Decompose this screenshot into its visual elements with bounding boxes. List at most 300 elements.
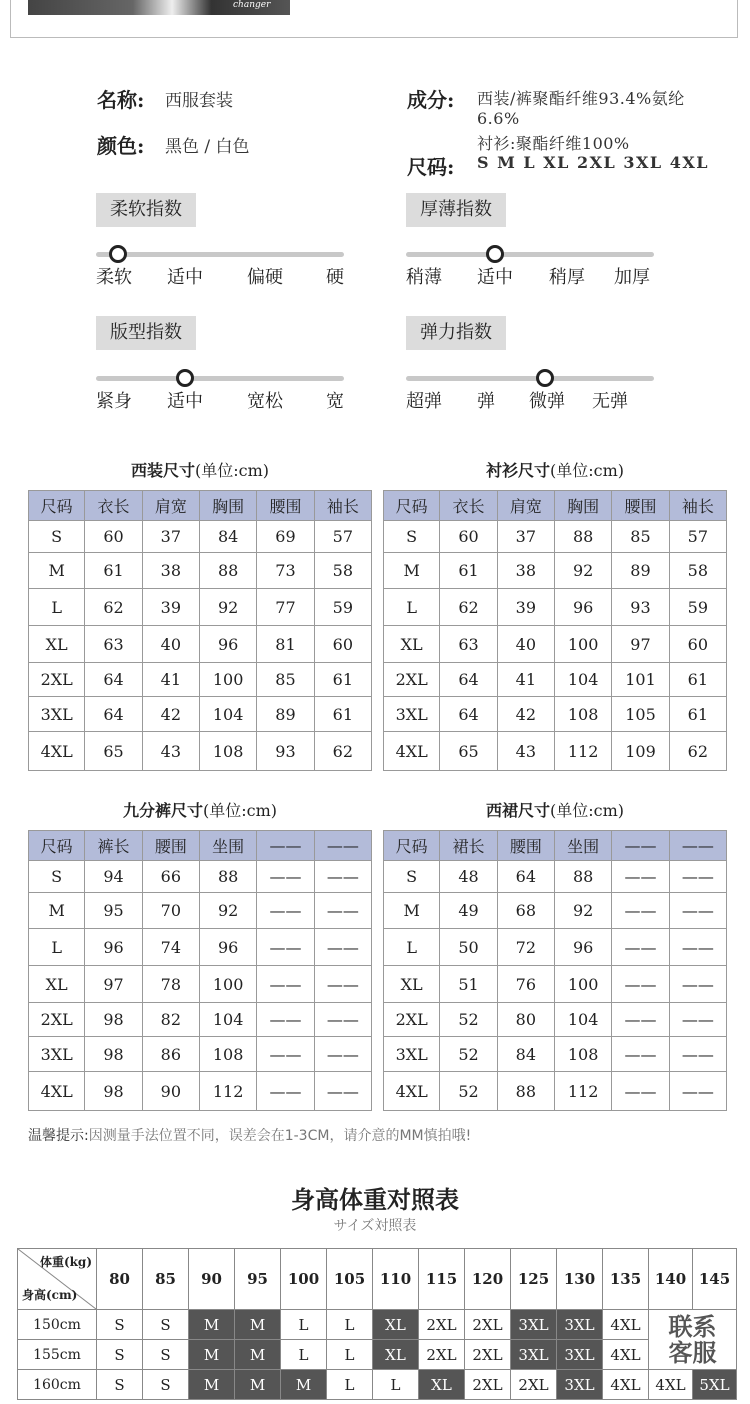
elasticity-index-title: 弹力指数 [406, 316, 506, 350]
table-cell: 97 [85, 966, 142, 1003]
table-cell: 104 [554, 1003, 611, 1037]
table-cell: 95 [85, 893, 142, 929]
table-cell: 101 [612, 663, 669, 697]
table-cell: 92 [199, 589, 256, 626]
table-cell: 108 [199, 1037, 256, 1072]
hw-row [18, 1310, 737, 1340]
hw-size-cell: L [327, 1370, 373, 1400]
hw-size-cell: XL [373, 1340, 419, 1370]
contact-service-cell [649, 1310, 737, 1370]
hw-size-cell: 3XL [511, 1340, 557, 1370]
height-weight-subtitle: サイズ対照表 [333, 1218, 417, 1234]
softness-index-title: 柔软指数 [96, 193, 196, 227]
table-row [29, 663, 372, 697]
tip-text: 因测量手法位置不同，误差会在1-3CM，请介意的MM慎拍哦! [88, 1128, 472, 1144]
table-cell: 64 [85, 663, 142, 697]
table-cell: 78 [142, 966, 199, 1003]
hw-size-cell: 3XL [557, 1340, 603, 1370]
table-cell: 108 [199, 732, 256, 771]
table-cell: 96 [199, 626, 256, 663]
skirt-size-table [383, 830, 727, 1111]
shirt-table-title: 衬衫尺寸(单位:cm) [485, 461, 625, 480]
elasticity-index-marker [536, 369, 554, 387]
table-cell: 64 [497, 861, 554, 893]
trousers-size-table [28, 830, 372, 1111]
table-header-cell: —— [257, 831, 314, 861]
table-row [29, 861, 372, 893]
table-cell: 86 [142, 1037, 199, 1072]
table-cell: 61 [669, 663, 726, 697]
hw-size-cell: S [97, 1340, 143, 1370]
table-cell: 57 [314, 521, 371, 553]
table-cell: 49 [440, 893, 497, 929]
hw-weight-cell: 130 [557, 1249, 603, 1310]
table-header-cell: 腰围 [612, 491, 669, 521]
table-header-row [384, 491, 727, 521]
table-header-row [29, 491, 372, 521]
hw-size-cell: S [97, 1370, 143, 1400]
table-cell: XL [29, 966, 85, 1003]
table-cell: 104 [554, 663, 611, 697]
table-cell: —— [612, 1072, 669, 1111]
table-cell: 68 [497, 893, 554, 929]
hw-size-cell: 2XL [465, 1370, 511, 1400]
hw-size-cell: 2XL [419, 1340, 465, 1370]
table-cell: 85 [612, 521, 669, 553]
measurement-tip [28, 1125, 471, 1145]
hw-height-cell: 150cm [18, 1310, 97, 1340]
size-value: S M L XL 2XL 3XL 4XL [477, 153, 709, 172]
table-cell: 60 [669, 626, 726, 663]
table-cell: 72 [497, 929, 554, 966]
table-cell: 112 [554, 1072, 611, 1111]
hw-size-cell: 3XL [557, 1310, 603, 1340]
table-cell: 100 [199, 663, 256, 697]
table-cell: 92 [554, 553, 611, 589]
table-cell: 97 [612, 626, 669, 663]
hw-size-cell: XL [419, 1370, 465, 1400]
table-cell: 3XL [384, 697, 440, 732]
table-cell: 93 [612, 589, 669, 626]
table-row [384, 893, 727, 929]
table-cell: —— [314, 861, 371, 893]
table-cell: S [384, 861, 440, 893]
table-header-cell: 坐围 [554, 831, 611, 861]
table-cell: 74 [142, 929, 199, 966]
hw-size-cell: L [281, 1310, 327, 1340]
elasticity-label-4: 无弹 [592, 391, 628, 412]
table-cell: 52 [440, 1037, 497, 1072]
hw-weight-cell: 80 [97, 1249, 143, 1310]
table-cell: 37 [142, 521, 199, 553]
hw-size-cell: L [281, 1340, 327, 1370]
table-cell: 3XL [384, 1037, 440, 1072]
table-cell: 100 [554, 626, 611, 663]
table-cell: —— [314, 966, 371, 1003]
skirt-table-title: 西裙尺寸(单位:cm) [485, 801, 625, 820]
table-header-cell: 尺码 [384, 831, 440, 861]
table-cell: 58 [314, 553, 371, 589]
fit-index-marker [176, 369, 194, 387]
hw-size-cell: XL [373, 1310, 419, 1340]
softness-label-1: 柔软 [96, 267, 132, 288]
elasticity-label-1: 超弹 [406, 391, 442, 412]
thickness-index-marker [486, 245, 504, 263]
table-cell: 60 [314, 626, 371, 663]
table-cell: —— [669, 929, 726, 966]
table-cell: 100 [199, 966, 256, 1003]
table-cell: 112 [554, 732, 611, 771]
height-weight-table [17, 1248, 737, 1400]
table-cell: 50 [440, 929, 497, 966]
hw-size-cell: 3XL [511, 1310, 557, 1340]
table-cell: 3XL [29, 1037, 85, 1072]
thickness-label-2: 适中 [477, 267, 513, 288]
hw-size-cell: 2XL [465, 1340, 511, 1370]
table-cell: —— [669, 893, 726, 929]
table-header-cell: 衣长 [85, 491, 142, 521]
fit-label-1: 紧身 [96, 391, 132, 412]
table-row [29, 521, 372, 553]
table-cell: 109 [612, 732, 669, 771]
table-cell: 64 [85, 697, 142, 732]
table-cell: —— [612, 861, 669, 893]
table-cell: 89 [612, 553, 669, 589]
hw-size-cell: S [143, 1370, 189, 1400]
table-cell: 4XL [29, 1072, 85, 1111]
table-cell: 81 [257, 626, 314, 663]
table-header-cell: 肩宽 [497, 491, 554, 521]
table-cell: 41 [142, 663, 199, 697]
table-row [384, 626, 727, 663]
table-row [384, 697, 727, 732]
table-cell: 69 [257, 521, 314, 553]
table-cell: M [29, 893, 85, 929]
table-cell: —— [257, 1003, 314, 1037]
hw-size-cell: 4XL [603, 1310, 649, 1340]
table-row [384, 929, 727, 966]
hw-weight-cell: 90 [189, 1249, 235, 1310]
hw-size-cell: M [235, 1340, 281, 1370]
table-row [29, 553, 372, 589]
table-cell: 2XL [29, 1003, 85, 1037]
table-cell: —— [314, 1072, 371, 1111]
hw-weight-cell: 120 [465, 1249, 511, 1310]
table-cell: 94 [85, 861, 142, 893]
table-header-cell: 裙长 [440, 831, 497, 861]
table-cell: 93 [257, 732, 314, 771]
hw-size-cell: M [189, 1340, 235, 1370]
table-cell: 73 [257, 553, 314, 589]
table-cell: 57 [669, 521, 726, 553]
thickness-index-title: 厚薄指数 [406, 193, 506, 227]
table-cell: 59 [314, 589, 371, 626]
table-row [29, 893, 372, 929]
trousers-table-title: 九分裤尺寸(单位:cm) [122, 801, 278, 820]
table-cell: 62 [314, 732, 371, 771]
table-cell: 88 [554, 521, 611, 553]
table-header-cell: 衣长 [440, 491, 497, 521]
table-cell: 63 [85, 626, 142, 663]
table-cell: 104 [199, 1003, 256, 1037]
table-header-cell: 肩宽 [142, 491, 199, 521]
table-cell: 77 [257, 589, 314, 626]
hw-size-cell: M [235, 1370, 281, 1400]
table-cell: 70 [142, 893, 199, 929]
table-cell: 65 [85, 732, 142, 771]
elasticity-index-bar [406, 376, 654, 381]
fit-label-4: 宽 [326, 391, 344, 412]
name-value: 西服套装 [165, 91, 233, 111]
table-cell: 104 [199, 697, 256, 732]
table-header-cell: 袖长 [314, 491, 371, 521]
table-cell: 61 [85, 553, 142, 589]
table-cell: 38 [142, 553, 199, 589]
color-value: 黑色 / 白色 [165, 137, 250, 157]
hw-size-cell: 4XL [649, 1370, 693, 1400]
hw-size-cell: 4XL [603, 1340, 649, 1370]
table-cell: S [29, 521, 85, 553]
table-cell: 40 [497, 626, 554, 663]
table-cell: 89 [257, 697, 314, 732]
height-axis-label: 身高(cm) [22, 1288, 78, 1302]
table-cell: 88 [199, 553, 256, 589]
table-cell: XL [384, 966, 440, 1003]
table-cell: 58 [669, 553, 726, 589]
hw-weight-cell: 140 [649, 1249, 693, 1310]
table-cell: 88 [497, 1072, 554, 1111]
hw-weight-cell: 110 [373, 1249, 419, 1310]
table-cell: 62 [669, 732, 726, 771]
hw-weight-cell: 135 [603, 1249, 649, 1310]
table-row [384, 589, 727, 626]
hw-weight-cell: 95 [235, 1249, 281, 1310]
table-cell: 42 [142, 697, 199, 732]
contact-line-1: 联系 [668, 1311, 717, 1341]
hw-size-cell: L [327, 1310, 373, 1340]
hw-size-cell: 4XL [603, 1370, 649, 1400]
table-row [29, 1072, 372, 1111]
table-cell: 92 [554, 893, 611, 929]
table-cell: 80 [497, 1003, 554, 1037]
table-header-cell: 尺码 [29, 491, 85, 521]
table-cell: 62 [440, 589, 497, 626]
table-row [384, 1037, 727, 1072]
table-cell: 76 [497, 966, 554, 1003]
softness-label-4: 硬 [326, 267, 344, 288]
table-row [29, 626, 372, 663]
weight-axis-label: 体重(kg) [39, 1255, 92, 1269]
table-cell: 92 [199, 893, 256, 929]
fit-label-3: 宽松 [247, 391, 283, 412]
table-cell: 96 [554, 929, 611, 966]
hw-header-row [18, 1249, 737, 1310]
suit-size-table [28, 490, 372, 771]
hw-size-cell: L [373, 1370, 419, 1400]
table-cell: 4XL [384, 732, 440, 771]
hw-size-cell: L [327, 1340, 373, 1370]
table-cell: 62 [85, 589, 142, 626]
contact-line-2: 客服 [668, 1337, 717, 1367]
table-cell: —— [669, 1003, 726, 1037]
diagonal-header [18, 1249, 96, 1309]
table-cell: 37 [497, 521, 554, 553]
table-cell: 60 [85, 521, 142, 553]
table-cell: S [384, 521, 440, 553]
table-row [384, 663, 727, 697]
table-cell: 63 [440, 626, 497, 663]
table-cell: 48 [440, 861, 497, 893]
table-row [29, 589, 372, 626]
table-cell: —— [257, 1037, 314, 1072]
table-cell: 39 [142, 589, 199, 626]
hw-size-cell: 3XL [557, 1370, 603, 1400]
table-cell: 2XL [384, 1003, 440, 1037]
table-cell: M [384, 893, 440, 929]
table-cell: L [384, 929, 440, 966]
table-cell: 108 [554, 1037, 611, 1072]
table-cell: 61 [314, 697, 371, 732]
hw-size-cell: M [235, 1310, 281, 1340]
table-cell: 43 [497, 732, 554, 771]
table-header-cell: 尺码 [384, 491, 440, 521]
fit-label-2: 适中 [167, 391, 203, 412]
table-row [384, 553, 727, 589]
table-cell: —— [257, 929, 314, 966]
table-cell: —— [669, 1037, 726, 1072]
table-row [384, 521, 727, 553]
table-cell: L [29, 589, 85, 626]
softness-label-2: 适中 [167, 267, 203, 288]
table-header-cell: 坐围 [199, 831, 256, 861]
hw-weight-cell: 125 [511, 1249, 557, 1310]
table-cell: 98 [85, 1072, 142, 1111]
hw-row [18, 1340, 737, 1370]
table-cell: —— [314, 929, 371, 966]
table-cell: 41 [497, 663, 554, 697]
table-row [384, 1003, 727, 1037]
size-label: 尺码: [407, 155, 455, 179]
table-header-cell: 尺码 [29, 831, 85, 861]
table-cell: —— [314, 1037, 371, 1072]
table-cell: —— [257, 893, 314, 929]
composition-line-3: 衬衫:聚酯纤维100% [477, 134, 630, 153]
table-cell: 96 [85, 929, 142, 966]
photo-caption: changer [233, 0, 271, 10]
hw-weight-cell: 115 [419, 1249, 465, 1310]
table-cell: 51 [440, 966, 497, 1003]
table-header-row [384, 831, 727, 861]
table-cell: 38 [497, 553, 554, 589]
table-cell: 66 [142, 861, 199, 893]
table-cell: 61 [440, 553, 497, 589]
table-cell: —— [612, 966, 669, 1003]
table-cell: 96 [199, 929, 256, 966]
hw-weight-cell: 105 [327, 1249, 373, 1310]
table-header-row [29, 831, 372, 861]
hw-size-cell: M [189, 1370, 235, 1400]
table-row [29, 929, 372, 966]
table-cell: 90 [142, 1072, 199, 1111]
hw-corner-cell [18, 1249, 97, 1310]
table-cell: 61 [314, 663, 371, 697]
table-cell: 112 [199, 1072, 256, 1111]
elasticity-label-2: 弹 [477, 391, 495, 412]
table-row [29, 732, 372, 771]
thickness-label-3: 稍厚 [549, 267, 585, 288]
table-header-cell: 腰围 [142, 831, 199, 861]
table-cell: 88 [199, 861, 256, 893]
table-cell: 43 [142, 732, 199, 771]
table-row [384, 732, 727, 771]
fit-index-bar [96, 376, 344, 381]
table-row [384, 1072, 727, 1111]
table-cell: —— [314, 1003, 371, 1037]
table-cell: —— [612, 1037, 669, 1072]
table-cell: 4XL [384, 1072, 440, 1111]
thickness-label-4: 加厚 [614, 267, 650, 288]
thickness-index-bar [406, 252, 654, 257]
hw-size-cell: 2XL [511, 1370, 557, 1400]
hw-size-cell: M [281, 1370, 327, 1400]
table-cell: —— [669, 1072, 726, 1111]
table-cell: —— [669, 861, 726, 893]
table-cell: 61 [669, 697, 726, 732]
table-cell: 98 [85, 1003, 142, 1037]
table-header-cell: 袖长 [669, 491, 726, 521]
table-row [29, 697, 372, 732]
hw-weight-cell: 85 [143, 1249, 189, 1310]
hw-height-cell: 160cm [18, 1370, 97, 1400]
hw-size-cell: 5XL [693, 1370, 737, 1400]
hw-row [18, 1370, 737, 1400]
fit-index-title: 版型指数 [96, 316, 196, 350]
table-cell: 84 [199, 521, 256, 553]
table-header-cell: 胸围 [199, 491, 256, 521]
table-cell: —— [612, 893, 669, 929]
hw-size-cell: S [143, 1310, 189, 1340]
table-cell: 39 [497, 589, 554, 626]
hw-weight-cell: 100 [281, 1249, 327, 1310]
table-cell: 42 [497, 697, 554, 732]
table-cell: 82 [142, 1003, 199, 1037]
softness-label-3: 偏硬 [247, 267, 283, 288]
table-cell: 52 [440, 1003, 497, 1037]
table-cell: S [29, 861, 85, 893]
table-cell: 64 [440, 697, 497, 732]
table-cell: 64 [440, 663, 497, 697]
table-cell: —— [314, 893, 371, 929]
table-cell: XL [384, 626, 440, 663]
table-header-cell: 胸围 [554, 491, 611, 521]
table-cell: 60 [440, 521, 497, 553]
elasticity-label-3: 微弹 [529, 391, 565, 412]
table-header-cell: —— [669, 831, 726, 861]
table-cell: 100 [554, 966, 611, 1003]
hw-size-cell: S [97, 1310, 143, 1340]
table-header-cell: 腰围 [497, 831, 554, 861]
composition-line-1: 西装/裤聚酯纤维93.4%氨纶 [477, 89, 685, 108]
table-cell: 40 [142, 626, 199, 663]
table-header-cell: 腰围 [257, 491, 314, 521]
hw-size-cell: S [143, 1340, 189, 1370]
hw-size-cell: 2XL [465, 1310, 511, 1340]
shirt-size-table [383, 490, 727, 771]
color-label: 颜色: [97, 134, 145, 158]
softness-index-bar [96, 252, 344, 257]
hw-height-cell: 155cm [18, 1340, 97, 1370]
table-header-cell: —— [612, 831, 669, 861]
